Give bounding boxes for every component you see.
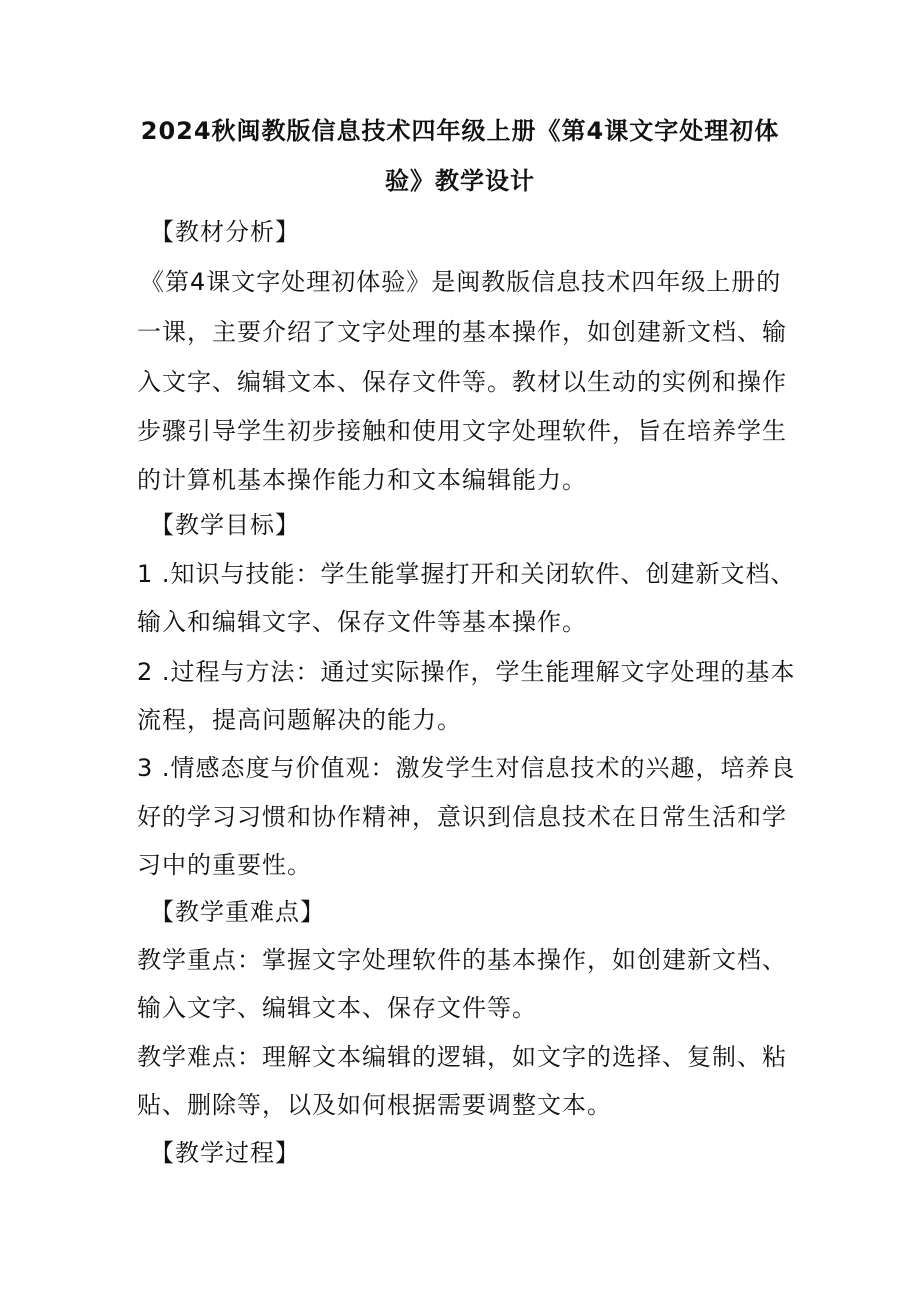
section-heading-textbook-analysis: 【教材分析】: [150, 218, 300, 246]
section-heading-teaching-process: 【教学过程】: [150, 1139, 300, 1167]
document-title-line-1: 2024秋闽教版信息技术四年级上册《第4课文字处理初体: [140, 117, 780, 145]
paragraph-line: 贴、删除等，以及如何根据需要调整文本。: [137, 1091, 612, 1119]
paragraph-line: 教学难点：理解文本编辑的逻辑，如文字的选择、复制、粘: [137, 1043, 787, 1071]
paragraph-line: 步骤引导学生初步接触和使用文字处理软件，旨在培养学生: [137, 417, 787, 445]
paragraph-line: 输入文字、编辑文本、保存文件等。: [137, 994, 537, 1022]
paragraph-line: 好的学习习惯和协作精神，意识到信息技术在日常生活和学: [137, 803, 787, 831]
section-heading-key-difficult-points: 【教学重难点】: [150, 898, 325, 926]
paragraph-line: 流程，提高问题解决的能力。: [137, 706, 462, 734]
paragraph-line: 3 .情感态度与价值观：激发学生对信息技术的兴趣，培养良: [137, 754, 796, 782]
paragraph-line: 教学重点：掌握文字处理软件的基本操作，如创建新文档、: [137, 946, 787, 974]
document-title-line-2: 验》教学设计: [385, 167, 535, 195]
paragraph-line: 输入和编辑文字、保存文件等基本操作。: [137, 608, 587, 636]
section-heading-teaching-goals: 【教学目标】: [150, 511, 300, 539]
paragraph-line: 一课，主要介绍了文字处理的基本操作，如创建新文档、输: [137, 318, 787, 346]
paragraph-line: 的计算机基本操作能力和文本编辑能力。: [137, 466, 587, 494]
paragraph-line: 1 .知识与技能：学生能掌握打开和关闭软件、创建新文档、: [137, 560, 796, 588]
paragraph-line: 《第4课文字处理初体验》是闽教版信息技术四年级上册的: [140, 268, 782, 296]
paragraph-line: 2 .过程与方法：通过实际操作，学生能理解文字处理的基本: [137, 658, 796, 686]
paragraph-line: 入文字、编辑文本、保存文件等。教材以生动的实例和操作: [137, 368, 787, 396]
paragraph-line: 习中的重要性。: [137, 851, 312, 879]
